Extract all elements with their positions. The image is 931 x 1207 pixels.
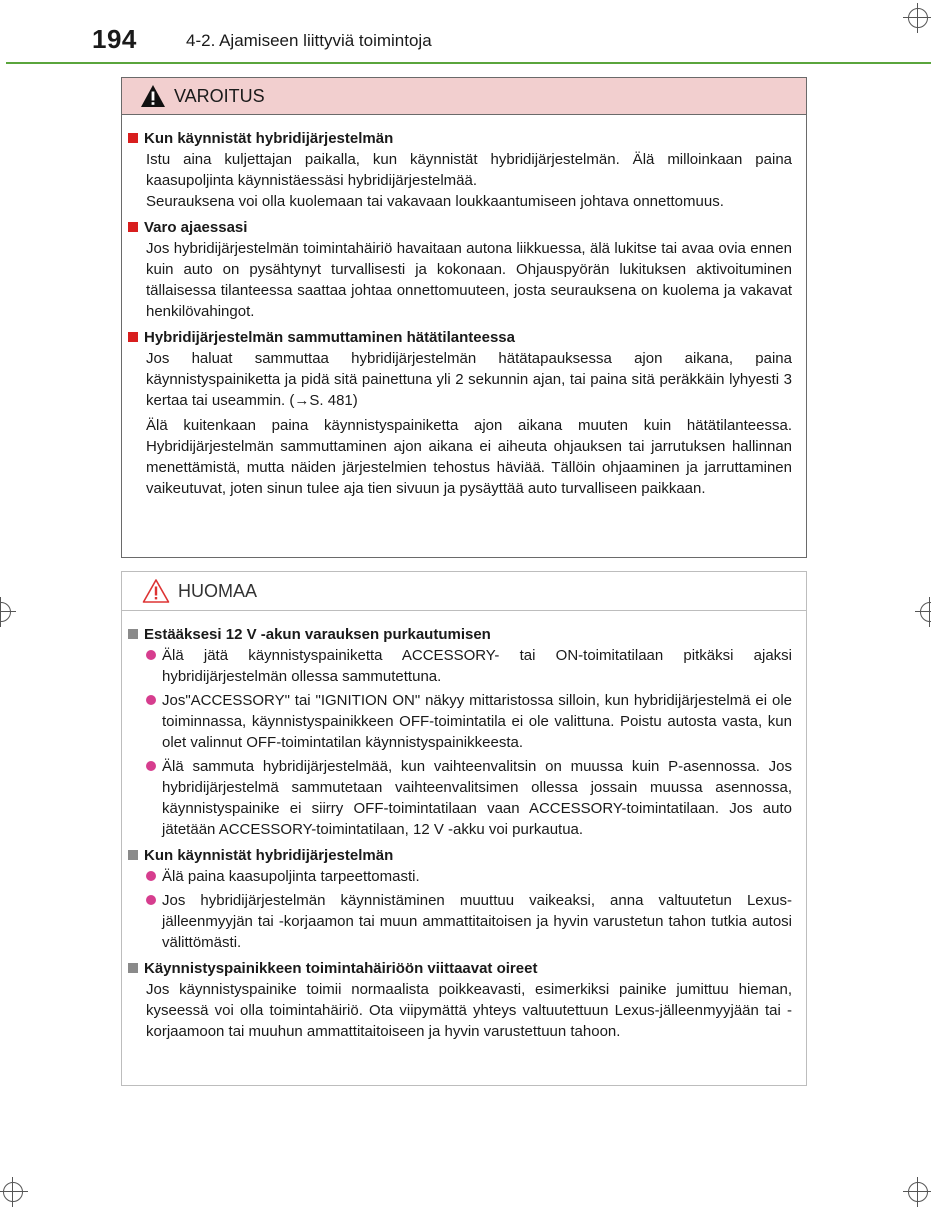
warning-triangle-icon (140, 84, 166, 108)
list-item-text: Älä paina kaasupoljinta tarpeettomasti. (162, 868, 420, 885)
bullet-icon (146, 695, 156, 705)
bullet-icon (146, 650, 156, 660)
notice-section (128, 957, 792, 1042)
section-marker-icon (128, 332, 138, 342)
registration-mark-icon (3, 1182, 23, 1202)
caution-triangle-icon (142, 578, 170, 604)
notice-section-title: Kun käynnistät hybridijärjestelmän (144, 846, 394, 864)
bullet-icon (146, 895, 156, 905)
list-item (146, 645, 792, 687)
notice-box (121, 571, 807, 1086)
warning-header (122, 78, 806, 115)
warning-section-title: Kun käynnistät hybridijärjestelmän (144, 129, 394, 147)
bullet-icon (146, 761, 156, 771)
notice-section (128, 844, 792, 953)
list-item (146, 866, 792, 887)
page-header (0, 22, 931, 64)
list-item (146, 690, 792, 753)
notice-section-title: Käynnistyspainikkeen toimintahäiriöön viittaavat oireet (144, 959, 538, 977)
section-marker-icon (128, 133, 138, 143)
notice-header (122, 572, 806, 611)
warning-paragraph: Älä kuitenkaan paina käynnistyspainiketta ajon aikana muuten kuin hätätilanteessa. Hybridijärjestelmän sammuttaminen ajon aikana ei aiheuta ohjauksen tai jarrutuksen hallinnan menettämistä, mutta näiden järjestelmien tehostus häviää. Tällöin ohjaaminen ja jarruttaminen vaikeutuvat, joten sinun tulee aja tien sivuun ja pysäyttää auto turvalliseen paikkaan. (146, 417, 792, 497)
list-item (146, 890, 792, 953)
header-divider (6, 62, 931, 64)
list-item-text: Älä sammuta hybridijärjestelmää, kun vaihteenvalitsin on muussa kuin P-asennossa. Jos hybridijärjestelmä sammutetaan vaihteenvalitsimen ollessa jossain muussa asennossa, käynnistyspainike ei siirry OFF-toimintatilaan vaan ACCESSORY-toimintatilaan. Jos auto jätetään ACCESSORY-toimintatilaan, 12 V -akku voi purkautua. (162, 758, 792, 838)
warning-title: VAROITUS (174, 85, 265, 106)
warning-section-title: Hybridijärjestelmän sammuttaminen hätätilanteessa (144, 328, 515, 346)
warning-section (128, 326, 792, 499)
list-item-text: Älä jätä käynnistyspainiketta ACCESSORY- tai ON-toimitatilaan pitkäksi ajaksi hybridijärjestelmän ollessa sammutettuna. (162, 647, 792, 685)
section-marker-icon (128, 850, 138, 860)
notice-section-title: Estääksesi 12 V -akun varauksen purkautumisen (144, 625, 491, 643)
warning-paragraph: Istu aina kuljettajan paikalla, kun käynnistät hybridijärjestelmän. Älä milloinkaan paina kaasupoljinta käynnistäessäsi hybridijärjestelmää. Seurauksena voi olla kuolemaan tai vakavaan loukkaantumiseen johtava onnettomuus. (146, 151, 792, 210)
section-marker-icon (128, 963, 138, 973)
section-marker-icon (128, 222, 138, 232)
section-title: 4-2. Ajamiseen liittyviä toimintoja (186, 31, 432, 50)
warning-paragraph: Jos hybridijärjestelmän toimintahäiriö havaitaan autona liikkuessa, älä lukitse tai avaa ovia ennen kuin auto on pysähtynyt turvallisesti ja kokonaan. Ohjauspyörän lukituksen aktivoituminen tällaisessa tilanteessa saattaa johtaa onnettomuuteen, josta seurauksena on kuolema ja vakavat henkilövahingot. (146, 240, 792, 320)
page-number: 194 (92, 24, 137, 54)
list-item-text: Jos"ACCESSORY" tai "IGNITION ON" näkyy mittaristossa silloin, kun hybridijärjestelmä ei ole toiminnassa, käynnistyspainikkeen OFF-toimintatila ei ole valittuna. Poistu autosta vasta, kun olet valinnut OFF-toimintatilan käynnistyspainikkeesta. (162, 692, 792, 751)
bullet-icon (146, 871, 156, 881)
warning-box (121, 77, 807, 558)
warning-section (128, 216, 792, 322)
registration-mark-icon (0, 602, 11, 622)
warning-section (128, 127, 792, 212)
registration-mark-icon (908, 1182, 928, 1202)
section-marker-icon (128, 629, 138, 639)
warning-section-title: Varo ajaessasi (144, 218, 248, 236)
list-item (146, 756, 792, 840)
notice-paragraph: Jos käynnistyspainike toimii normaalista poikkeavasti, esimerkiksi painike jumittuu hieman, kyseessä voi olla toimintahäiriö. Ota viipymättä yhteys valtuutettuun Lexus-jälleenmyyjään tai -korjaamoon tai muuhun ammattitaitoiseen ja hyvin varustettuun tahoon. (146, 981, 792, 1040)
registration-mark-icon (920, 602, 931, 622)
notice-section (128, 623, 792, 840)
notice-title: HUOMAA (178, 580, 258, 601)
warning-paragraph: Jos haluat sammuttaa hybridijärjestelmän hätätapauksessa ajon aikana, paina käynnistyspainiketta ja pidä sitä painettuna yli 2 sekunnin ajan, tai paina sitä peräkkäin lyhyesti 3 kertaa tai useammin. (→S. 481) (146, 350, 792, 409)
list-item-text: Jos hybridijärjestelmän käynnistäminen muuttuu vaikeaksi, anna valtuutetun Lexus-jälleenmyyjän tai -korjaamon tai muun ammattitaitoisen ja hyvin varustetun tahon tutkia autosi välittömästi. (162, 892, 792, 951)
